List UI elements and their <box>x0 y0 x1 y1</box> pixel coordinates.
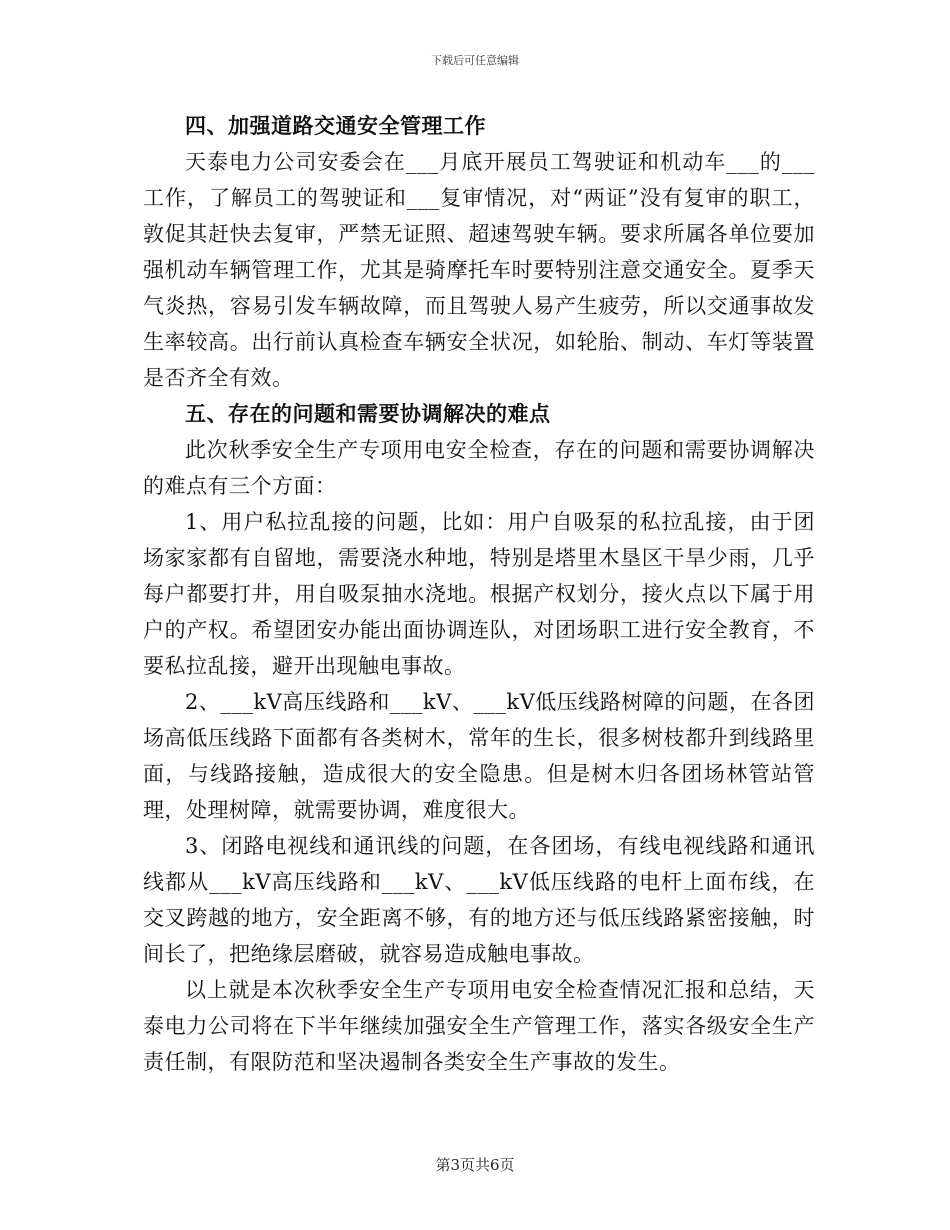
page-number: 第3页共6页 <box>435 1156 515 1174</box>
paragraph-problems-intro: 此次秋季安全生产专项用电安全检查，存在的问题和需要协调解决的难点有三个方面： <box>143 438 815 498</box>
paragraph-traffic-safety: 天泰电力公司安委会在___月底开展员工驾驶证和机动车___的___工作，了解员工的驾驶证和___复审情况，对“两证”没有复审的职工，敦促其赶快去复审，严禁无证照、超速驾驶车辆。要求所属各单位要加强机动车辆管理工作，尤其是骑摩托车时要特别注意交通安全。夏季天气炎热，容易引发车辆故障，而且驾驶人易产生疲劳，所以交通事故发生率较高。出行前认真检查车辆安全状况，如轮胎、制动、车灯等装置是否齐全有效。 <box>143 150 815 390</box>
paragraph-problem-1: 1、用户私拉乱接的问题，比如：用户自吸泵的私拉乱接，由于团场家家都有自留地，需要浇水种地，特别是塔里木垦区干旱少雨，几乎每户都要打井，用自吸泵抽水浇地。根据产权划分，接火点以下属于用户的产权。希望团安办能出面协调连队，对团场职工进行安全教育，不要私拉乱接，避开出现触电事故。 <box>143 510 815 678</box>
paragraph-problem-3: 3、闭路电视线和通讯线的问题，在各团场，有线电视线路和通讯线都从___kV高压线路和___kV、___kV低压线路的电杆上面布线，在交叉跨越的地方，安全距离不够，有的地方还与低压线路紧密接触，时间长了，把绝缘层磨破，就容易造成触电事故。 <box>143 834 815 966</box>
paragraph-problem-2: 2、___kV高压线路和___kV、___kV低压线路树障的问题，在各团场高低压线路下面都有各类树木，常年的生长，很多树枝都升到线路里面，与线路接触，造成很大的安全隐患。但是树木归各团场林管站管理，处理树障，就需要协调，难度很大。 <box>143 690 815 822</box>
section-heading-5: 五、存在的问题和需要协调解决的难点 <box>185 401 551 426</box>
page-header-note: 下载后可任意编辑 <box>431 54 519 67</box>
section-heading-4: 四、加强道路交通安全管理工作 <box>185 113 486 138</box>
paragraph-conclusion: 以上就是本次秋季安全生产专项用电安全检查情况汇报和总结，天泰电力公司将在下半年继续加强安全生产管理工作，落实各级安全生产责任制，有限防范和坚决遏制各类安全生产事故的发生。 <box>143 978 815 1074</box>
document-body <box>143 108 815 1080</box>
